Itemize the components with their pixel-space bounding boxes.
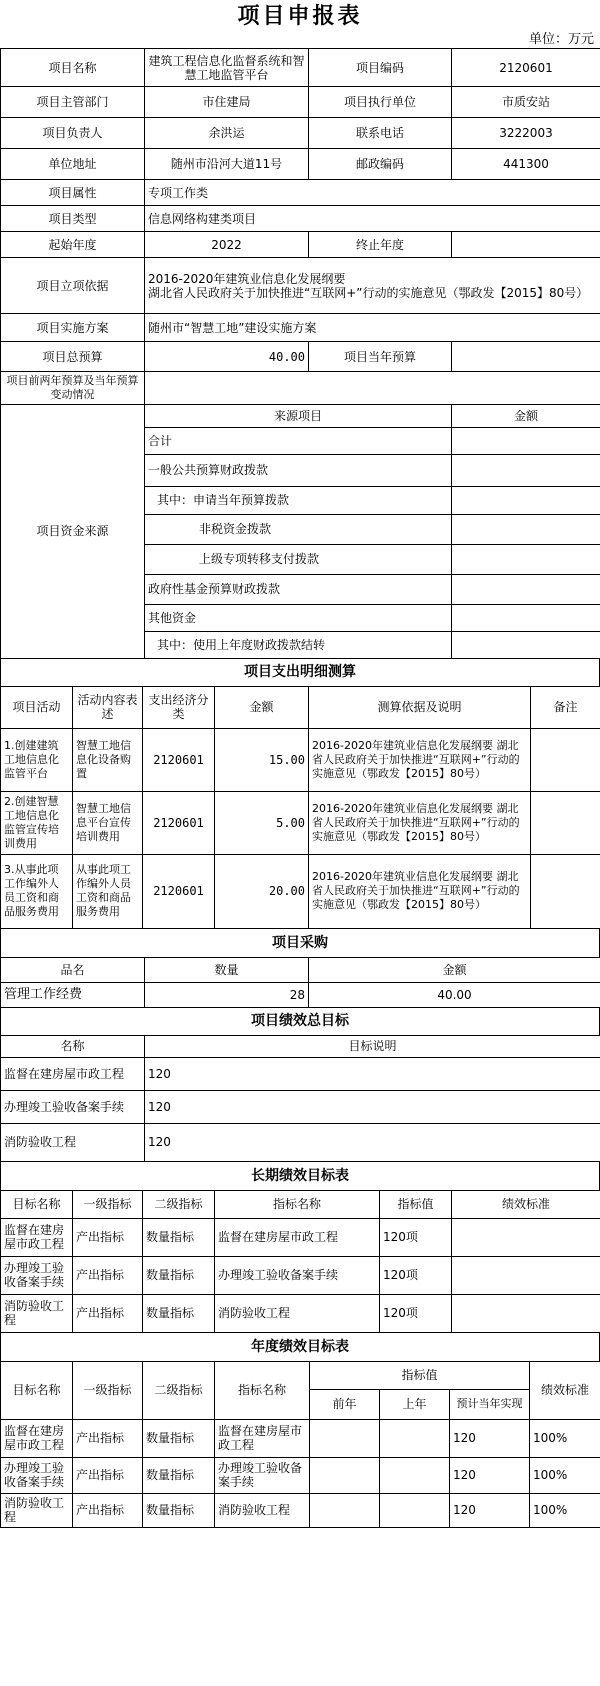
dept-label: 项目主管部门	[1, 87, 145, 118]
table-row	[1, 791, 600, 854]
longterm-header: 目标名称	[1, 1190, 73, 1218]
longterm-l2: 数量指标	[143, 1218, 215, 1256]
end-label: 终止年度	[309, 232, 452, 258]
annual-prev1	[380, 1419, 450, 1457]
page-title: 项目申报表	[237, 3, 363, 29]
annual-header: 目标名称	[1, 1361, 73, 1419]
longterm-name: 监督在建房屋市政工程	[215, 1218, 380, 1256]
basis-value	[145, 258, 600, 314]
longterm-header: 一级指标	[73, 1190, 143, 1218]
funding-col-source: 来源项目	[145, 405, 452, 427]
longterm-l2: 数量指标	[143, 1256, 215, 1294]
annual-header: 指标值	[310, 1361, 530, 1389]
longterm-value: 120项	[380, 1256, 452, 1294]
overall-table	[0, 1035, 600, 1162]
type-label: 项目类型	[1, 206, 145, 232]
annual-l1: 产出指标	[73, 1457, 143, 1493]
phone-value: 3222003	[452, 118, 600, 149]
funding-amount	[452, 486, 600, 514]
funding-row-other: 其他资金	[145, 604, 452, 631]
overall-desc: 120	[145, 1123, 600, 1161]
longterm-std	[452, 1294, 600, 1332]
expense-section-title: 项目支出明细测算	[0, 659, 600, 686]
expense-content: 智慧工地信息平台宣传培训费用	[73, 791, 143, 854]
annual-subheader: 预计当年实现	[450, 1389, 530, 1419]
change-value	[145, 372, 600, 405]
longterm-l1: 产出指标	[73, 1218, 143, 1256]
expense-header: 活动内容表述	[73, 686, 143, 728]
basis-line-2: 湖北省人民政府关于加快推进“互联网+”行动的实施意见（鄂政发【2015】80号）	[148, 285, 589, 300]
table-row	[1, 728, 600, 791]
annual-name: 办理竣工验收备案手续	[215, 1457, 310, 1493]
budget-label: 项目总预算	[1, 342, 145, 372]
annual-std: 100%	[530, 1419, 600, 1457]
longterm-header: 指标值	[380, 1190, 452, 1218]
annual-l2: 数量指标	[143, 1493, 215, 1527]
procurement-amount: 40.00	[309, 982, 600, 1007]
basis-line-1: 2016-2020年建筑业信息化发展纲要	[148, 271, 346, 286]
annual-cur: 120	[450, 1493, 530, 1527]
budget-value: 40.00	[145, 342, 309, 372]
unit-label: 单位：万元	[528, 32, 594, 47]
expense-code: 2120601	[143, 791, 215, 854]
expense-code: 2120601	[143, 728, 215, 791]
expense-header: 测算依据及说明	[309, 686, 531, 728]
expense-activity: 1.创建建筑工地信息化监管平台	[1, 728, 73, 791]
longterm-target: 消防验收工程	[1, 1294, 73, 1332]
type-value: 信息网络构建类项目	[145, 206, 600, 232]
annual-target: 消防验收工程	[1, 1493, 73, 1527]
change-label: 项目前两年预算及当年预算变动情况	[1, 372, 145, 405]
annual-cur: 120	[450, 1419, 530, 1457]
dept-value: 市住建局	[145, 87, 309, 118]
table-row	[1, 1123, 600, 1161]
end-value	[452, 232, 600, 258]
funding-row-carryover: 其中：使用上年度财政拨款结转	[145, 631, 452, 658]
plan-value: 随州市“智慧工地”建设实施方案	[145, 314, 600, 342]
overall-name: 消防验收工程	[1, 1123, 145, 1161]
expense-note	[531, 854, 600, 928]
funding-row-transfer: 上级专项转移支付拨款	[145, 544, 452, 574]
expense-basis: 2016-2020年建筑业信息化发展纲要 湖北省人民政府关于加快推进“互联网+”行动的实施意见（鄂政发【2015】80号）	[309, 728, 531, 791]
longterm-l2: 数量指标	[143, 1294, 215, 1332]
funding-label: 项目资金来源	[1, 405, 145, 658]
expense-header: 备注	[531, 686, 600, 728]
longterm-table	[0, 1190, 600, 1333]
procurement-header: 金额	[309, 957, 600, 982]
annual-std: 100%	[530, 1457, 600, 1493]
annual-l1: 产出指标	[73, 1493, 143, 1527]
phone-label: 联系电话	[309, 118, 452, 149]
expense-basis: 2016-2020年建筑业信息化发展纲要 湖北省人民政府关于加快推进“互联网+”行动的实施意见（鄂政发【2015】80号）	[309, 791, 531, 854]
annual-prev2	[310, 1493, 380, 1527]
procurement-section-title: 项目采购	[0, 929, 600, 957]
annual-target: 办理竣工验收备案手续	[1, 1457, 73, 1493]
expense-table	[0, 686, 600, 929]
annual-subheader: 上年	[380, 1389, 450, 1419]
funding-row-general: 一般公共预算财政拨款	[145, 454, 452, 486]
procurement-table	[0, 957, 600, 1008]
annual-header: 二级指标	[143, 1361, 215, 1419]
addr-label: 单位地址	[1, 149, 145, 180]
expense-note	[531, 791, 600, 854]
longterm-header: 指标名称	[215, 1190, 380, 1218]
table-row	[1, 1457, 600, 1493]
annual-header: 指标名称	[215, 1361, 310, 1419]
attr-value: 专项工作类	[145, 180, 600, 206]
table-row	[1, 1256, 600, 1294]
expense-header: 项目活动	[1, 686, 73, 728]
longterm-section-title: 长期绩效目标表	[0, 1162, 600, 1190]
longterm-name: 消防验收工程	[215, 1294, 380, 1332]
funding-col-amount: 金额	[452, 405, 600, 427]
annual-prev2	[310, 1457, 380, 1493]
start-value: 2022	[145, 232, 309, 258]
expense-activity: 3.从事此项工作编外人员工资和商品服务费用	[1, 854, 73, 928]
overall-section-title: 项目绩效总目标	[0, 1008, 600, 1035]
expense-amount: 15.00	[215, 728, 309, 791]
year-budget-label: 项目当年预算	[309, 342, 452, 372]
table-row	[1, 1493, 600, 1527]
addr-value: 随州市沿河大道11号	[145, 149, 309, 180]
longterm-target: 办理竣工验收备案手续	[1, 1256, 73, 1294]
longterm-target: 监督在建房屋市政工程	[1, 1218, 73, 1256]
table-row	[1, 1090, 600, 1123]
annual-target: 监督在建房屋市政工程	[1, 1419, 73, 1457]
overall-name: 监督在建房屋市政工程	[1, 1057, 145, 1090]
expense-note	[531, 728, 600, 791]
funding-row-fund: 政府性基金预算财政拨款	[145, 574, 452, 604]
longterm-std	[452, 1256, 600, 1294]
expense-code: 2120601	[143, 854, 215, 928]
code-label: 项目编码	[309, 49, 452, 87]
funding-amount	[452, 544, 600, 574]
overall-header: 目标说明	[145, 1035, 600, 1057]
longterm-l1: 产出指标	[73, 1294, 143, 1332]
start-label: 起始年度	[1, 232, 145, 258]
overall-desc: 120	[145, 1057, 600, 1090]
annual-subheader: 前年	[310, 1389, 380, 1419]
longterm-header: 二级指标	[143, 1190, 215, 1218]
expense-amount: 20.00	[215, 854, 309, 928]
procurement-header: 品名	[1, 957, 145, 982]
table-row	[1, 1218, 600, 1256]
name-label: 项目名称	[1, 49, 145, 87]
annual-header: 一级指标	[73, 1361, 143, 1419]
annual-l2: 数量指标	[143, 1457, 215, 1493]
funding-row-nontax: 非税资金拨款	[145, 514, 452, 544]
funding-amount	[452, 574, 600, 604]
funding-amount	[452, 454, 600, 486]
funding-row-total: 合计	[145, 427, 452, 454]
annual-prev1	[380, 1457, 450, 1493]
table-row	[1, 1057, 600, 1090]
funding-amount	[452, 514, 600, 544]
funding-amount	[452, 631, 600, 658]
longterm-name: 办理竣工验收备案手续	[215, 1256, 380, 1294]
annual-prev2	[310, 1419, 380, 1457]
expense-header: 金额	[215, 686, 309, 728]
table-row	[1, 982, 600, 1007]
exec-value: 市质安站	[452, 87, 600, 118]
year-budget-value	[452, 342, 600, 372]
annual-name: 消防验收工程	[215, 1493, 310, 1527]
table-row	[1, 854, 600, 928]
annual-prev1	[380, 1493, 450, 1527]
procurement-name: 管理工作经费	[1, 982, 145, 1007]
funding-amount	[452, 604, 600, 631]
annual-table	[0, 1361, 600, 1528]
table-row	[1, 1294, 600, 1332]
funding-amount	[452, 427, 600, 454]
expense-basis: 2016-2020年建筑业信息化发展纲要 湖北省人民政府关于加快推进“互联网+”行动的实施意见（鄂政发【2015】80号）	[309, 854, 531, 928]
plan-label: 项目实施方案	[1, 314, 145, 342]
longterm-value: 120项	[380, 1218, 452, 1256]
longterm-l1: 产出指标	[73, 1256, 143, 1294]
longterm-value: 120项	[380, 1294, 452, 1332]
annual-section-title: 年度绩效目标表	[0, 1333, 600, 1361]
overall-desc: 120	[145, 1090, 600, 1123]
project-info-table	[0, 48, 600, 405]
annual-header: 绩效标准	[530, 1361, 600, 1419]
leader-label: 项目负责人	[1, 118, 145, 149]
name-value: 建筑工程信息化监督系统和智慧工地监管平台	[145, 49, 309, 87]
table-row	[1, 1419, 600, 1457]
annual-std: 100%	[530, 1493, 600, 1527]
expense-header: 支出经济分类	[143, 686, 215, 728]
procurement-qty: 28	[145, 982, 309, 1007]
expense-activity: 2.创建智慧工地信息化监管宣传培训费用	[1, 791, 73, 854]
funding-row-current-year: 其中：申请当年预算拨款	[145, 486, 452, 514]
overall-header: 名称	[1, 1035, 145, 1057]
annual-cur: 120	[450, 1457, 530, 1493]
code-value: 2120601	[452, 49, 600, 87]
zip-value: 441300	[452, 149, 600, 180]
zip-label: 邮政编码	[309, 149, 452, 180]
basis-label: 项目立项依据	[1, 258, 145, 314]
expense-amount: 5.00	[215, 791, 309, 854]
annual-l1: 产出指标	[73, 1419, 143, 1457]
exec-label: 项目执行单位	[309, 87, 452, 118]
funding-table	[0, 405, 600, 659]
leader-value: 余洪运	[145, 118, 309, 149]
longterm-std	[452, 1218, 600, 1256]
annual-l2: 数量指标	[143, 1419, 215, 1457]
attr-label: 项目属性	[1, 180, 145, 206]
annual-name: 监督在建房屋市政工程	[215, 1419, 310, 1457]
longterm-header: 绩效标准	[452, 1190, 600, 1218]
procurement-header: 数量	[145, 957, 309, 982]
overall-name: 办理竣工验收备案手续	[1, 1090, 145, 1123]
expense-content: 智慧工地信息化设备购置	[73, 728, 143, 791]
expense-content: 从事此项工作编外人员工资和商品服务费用	[73, 854, 143, 928]
